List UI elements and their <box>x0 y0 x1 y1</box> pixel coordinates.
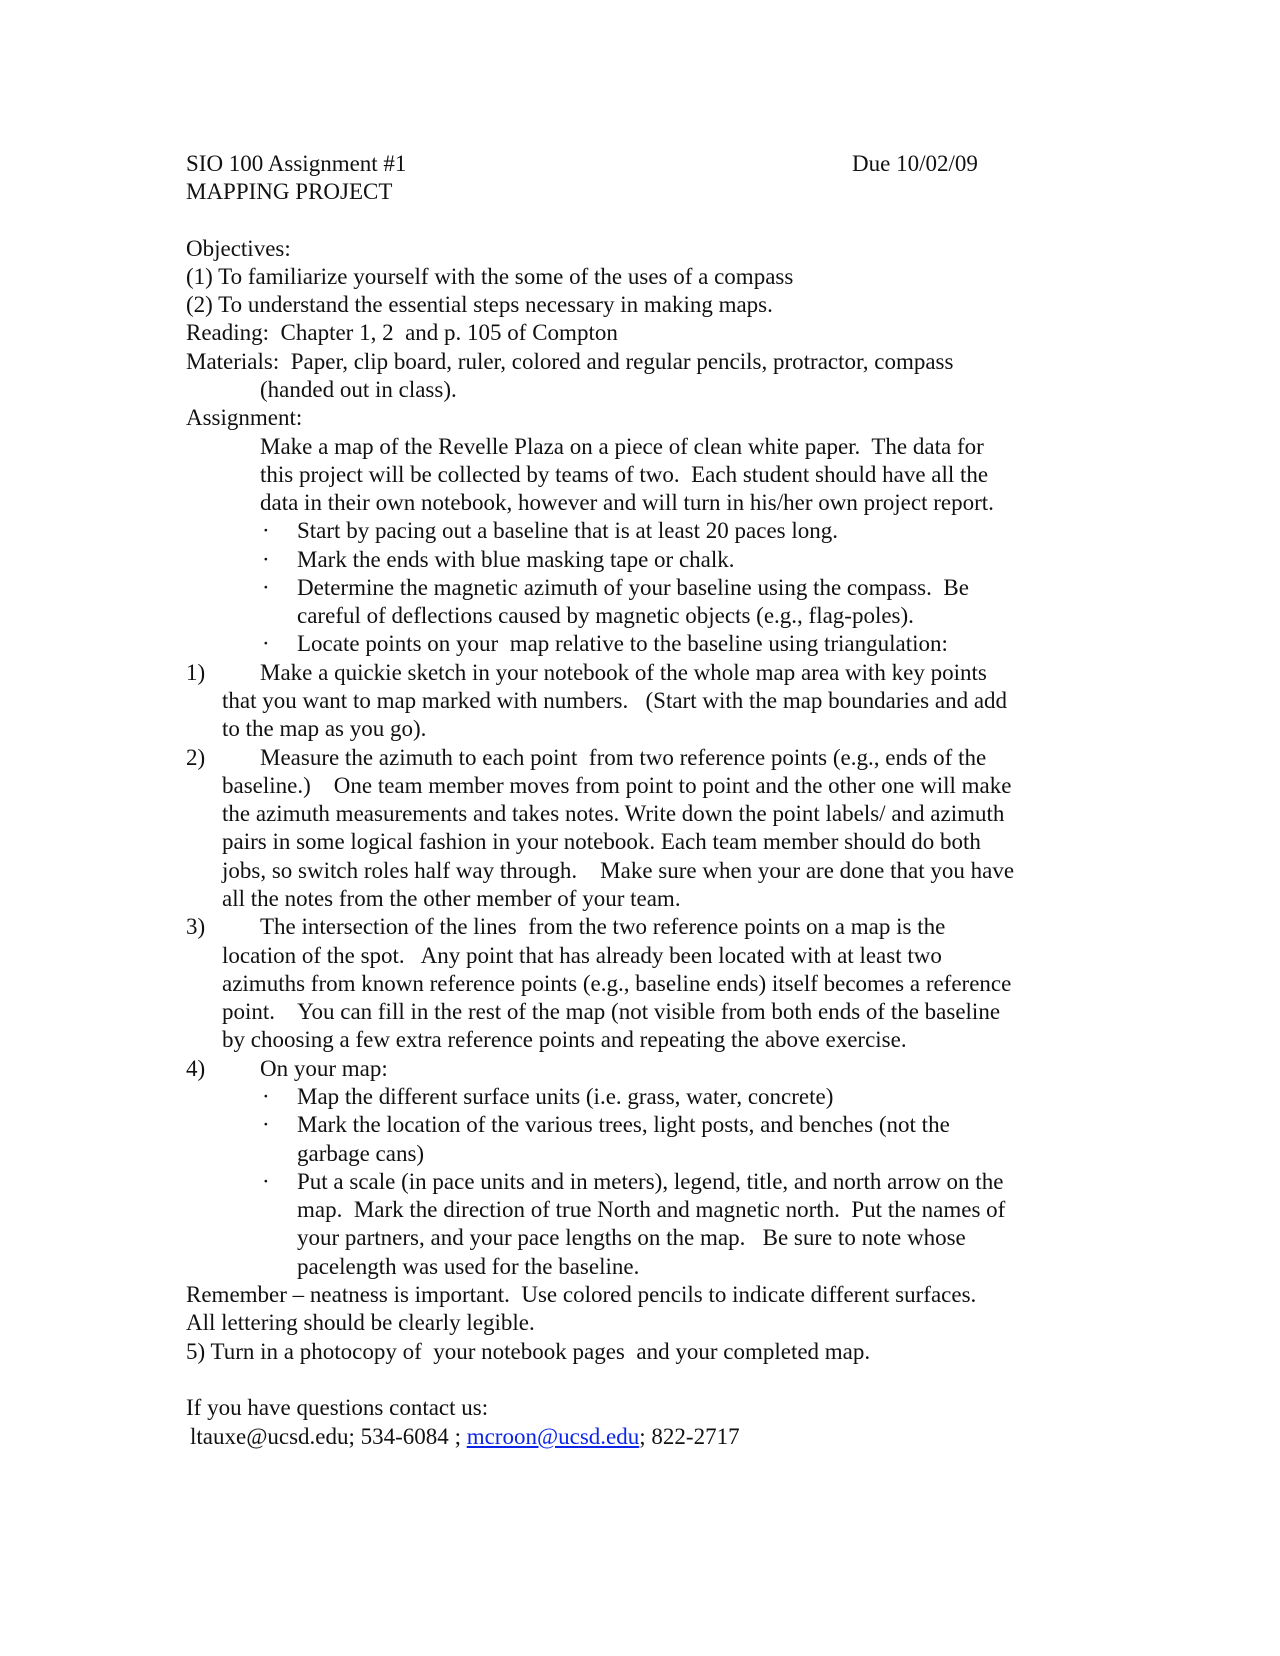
step-text: The intersection of the lines from the two reference points on a map is the <box>260 914 946 939</box>
email-mcroon-link[interactable]: mcroon@ucsd.edu <box>466 1424 640 1449</box>
step-text-cont: that you want to map marked with numbers. (Start with the map boundaries and add <box>222 688 1008 713</box>
step-text: Make a quickie sketch in your notebook of the whole map area with key points <box>260 660 987 685</box>
step-text-cont: point. You can fill in the rest of the map (not visible from both ends of the baseline <box>222 999 1001 1024</box>
assignment-bullet: Locate points on your map relative to the baseline using triangulation: <box>297 631 948 656</box>
project-title: MAPPING PROJECT <box>186 179 393 204</box>
assignment-bullet: Start by pacing out a baseline that is at least 20 paces long. <box>297 518 838 543</box>
assignment-label: Assignment: <box>186 405 303 430</box>
step-number: 2) <box>186 745 206 770</box>
step-text: On your map: <box>260 1056 388 1081</box>
step-number: 4) <box>186 1056 206 1081</box>
assignment-bullet: Mark the ends with blue masking tape or chalk. <box>297 547 735 572</box>
map-bullet: Mark the location of the various trees, light posts, and benches (not the <box>297 1112 950 1137</box>
email-ltauxe: ltauxe@ucsd.edu <box>190 1424 349 1449</box>
assignment-bullet: Determine the magnetic azimuth of your baseline using the compass. Be <box>297 575 969 600</box>
remember-line: Remember – neatness is important. Use colored pencils to indicate different surfaces. <box>186 1282 977 1307</box>
step-text-cont: jobs, so switch roles half way through. Make sure when your are done that you have <box>222 858 1015 883</box>
bullet-dot: · <box>262 518 270 543</box>
due-date: Due 10/02/09 <box>852 151 978 176</box>
map-bullet-cont: map. Mark the direction of true North and magnetic north. Put the names of <box>297 1197 1006 1222</box>
course-title: SIO 100 Assignment #1 <box>186 151 407 176</box>
step-text-cont: azimuths from known reference points (e.g., baseline ends) itself becomes a reference <box>222 971 1012 996</box>
step-number: 1) <box>186 660 206 685</box>
phone-ltauxe: 534-6084 <box>360 1424 449 1449</box>
map-bullet-cont: garbage cans) <box>297 1141 425 1166</box>
step-text-cont: pairs in some logical fashion in your notebook. Each team member should do both <box>222 829 981 854</box>
objective-2: (2) To understand the essential steps necessary in making maps. <box>186 292 773 317</box>
map-bullet: Map the different surface units (i.e. grass, water, concrete) <box>297 1084 834 1109</box>
assignment-intro-line: this project will be collected by teams of two. Each student should have all the <box>260 462 989 487</box>
step-text-cont: the azimuth measurements and takes notes. Write down the point labels/ and azimuth <box>222 801 1005 826</box>
step-text-cont: by choosing a few extra reference points and repeating the above exercise. <box>222 1027 907 1052</box>
materials-line: Materials: Paper, clip board, ruler, colored and regular pencils, protractor, compass <box>186 349 954 374</box>
phone-mcroon: 822-2717 <box>651 1424 740 1449</box>
step-text-cont: baseline.) One team member moves from point to point and the other one will make <box>222 773 1012 798</box>
bullet-dot: · <box>262 631 270 656</box>
reading-line: Reading: Chapter 1, 2 and p. 105 of Compton <box>186 320 618 345</box>
contact-prompt: If you have questions contact us: <box>186 1395 489 1420</box>
step-number: 3) <box>186 914 206 939</box>
bullet-dot: · <box>262 1112 270 1137</box>
remember-line: All lettering should be clearly legible. <box>186 1310 535 1335</box>
turn-in-line: 5) Turn in a photocopy of your notebook pages and your completed map. <box>186 1339 871 1364</box>
bullet-dot: · <box>262 1169 270 1194</box>
bullet-dot: · <box>262 1084 270 1109</box>
step-text-cont: to the map as you go). <box>222 716 427 741</box>
step-text: Measure the azimuth to each point from two reference points (e.g., ends of the <box>260 745 987 770</box>
step-text-cont: location of the spot. Any point that has already been located with at least two <box>222 943 942 968</box>
objectives-label: Objectives: <box>186 236 291 261</box>
map-bullet-cont: your partners, and your pace lengths on the map. Be sure to note whose <box>297 1225 966 1250</box>
assignment-bullet-cont: careful of deflections caused by magnetic objects (e.g., flag-poles). <box>297 603 914 628</box>
bullet-dot: · <box>262 547 270 572</box>
step-text-cont: all the notes from the other member of your team. <box>222 886 681 911</box>
map-bullet-cont: pacelength was used for the baseline. <box>297 1254 640 1279</box>
contact-line: ltauxe@ucsd.edu; 534-6084 ; mcroon@ucsd.edu; 822-2717 <box>190 1424 740 1449</box>
materials-line-cont: (handed out in class). <box>260 377 457 402</box>
assignment-intro-line: data in their own notebook, however and will turn in his/her own project report. <box>260 490 994 515</box>
assignment-intro-line: Make a map of the Revelle Plaza on a piece of clean white paper. The data for <box>260 434 984 459</box>
map-bullet: Put a scale (in pace units and in meters), legend, title, and north arrow on the <box>297 1169 1004 1194</box>
bullet-dot: · <box>262 575 270 600</box>
objective-1: (1) To familiarize yourself with the some of the uses of a compass <box>186 264 794 289</box>
